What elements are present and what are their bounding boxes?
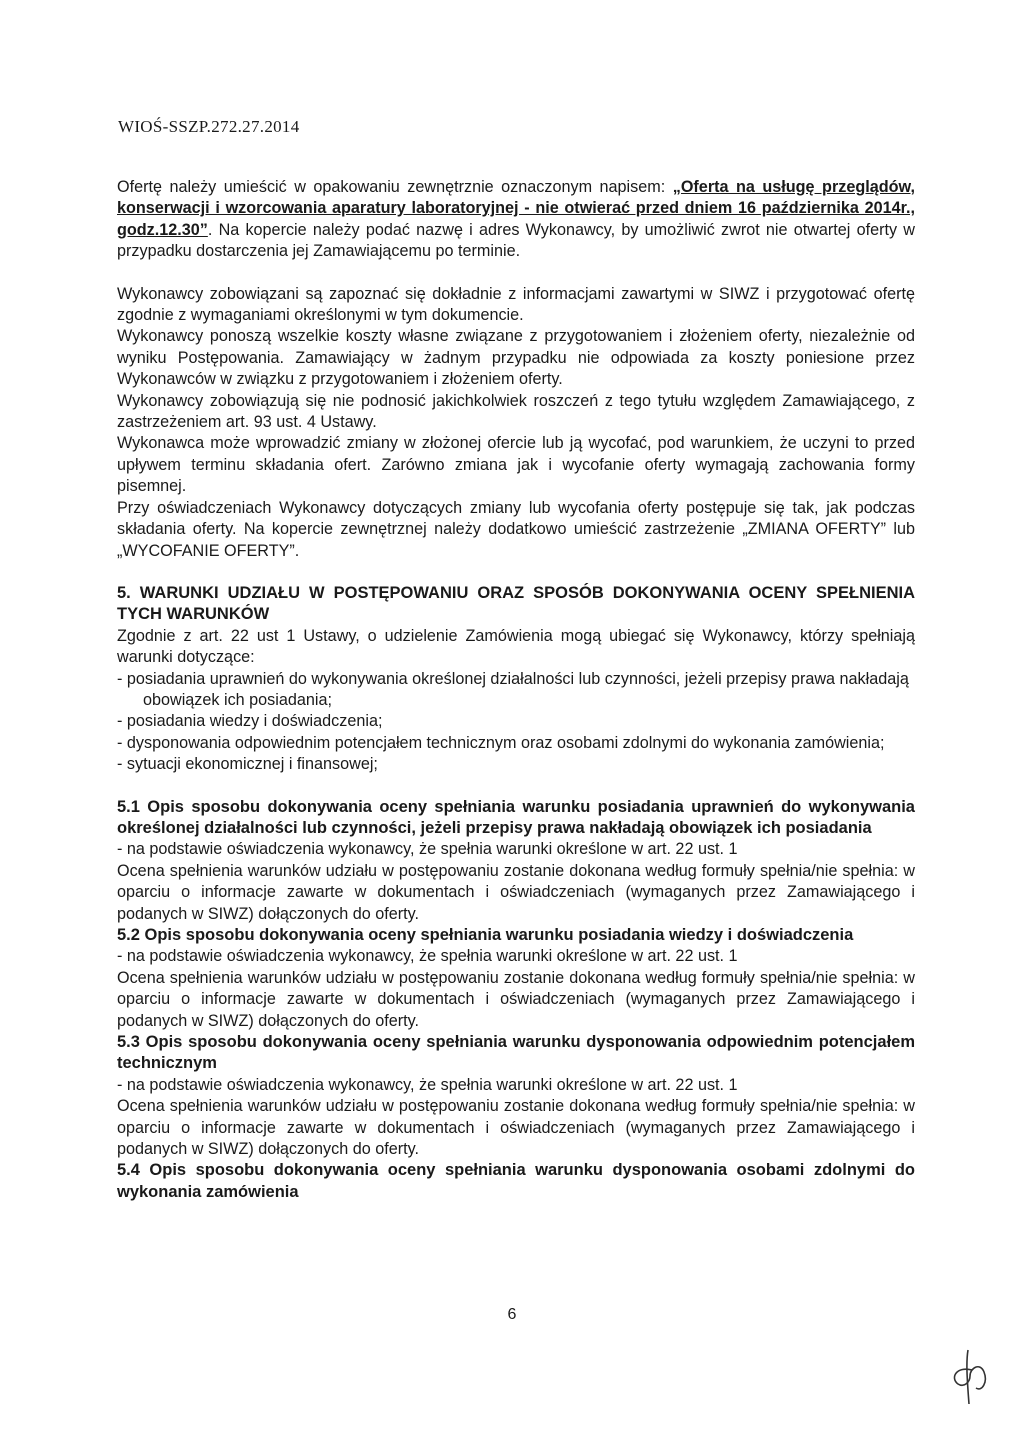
handwritten-initials (948, 1348, 990, 1406)
subsection-5-1-assessment: Ocena spełnienia warunków udziału w postępowaniu zostanie dokonana według formuły spełnia/nie spełnia: w oparciu o informacje zawarte w dokumentach i oświadczeniach (wymaganych przez Zamawiającego i podanych w SIWZ) dołączonych do oferty. (117, 861, 915, 923)
subsection-5-1-basis: - na podstawie oświadczenia wykonawcy, że spełnia warunki określone w art. 22 ust. 1 (117, 840, 738, 859)
section-5-heading: 5. WARUNKI UDZIAŁU W POSTĘPOWANIU ORAZ SPOSÓB DOKONYWANIA OCENY SPEŁNIENIA TYCH WARUNKÓW (117, 583, 915, 624)
envelope-label-text: „Oferta na usługę przeglądów, konserwacji i wzorcowania aparatury laboratoryjnej - nie otwierać przed dniem 16 października 2014r., godz.12.30” (117, 178, 915, 239)
paragraph: Wykonawcy ponoszą wszelkie koszty własne związane z przygotowaniem i złożeniem oferty, niezależnie od wyniku Postępowania. Zamawiający w żadnym przypadku nie odpowiada za koszty poniesione przez Wykonawców w związku z przygotowaniem i złożeniem oferty. (117, 327, 915, 389)
paragraph: Przy oświadczeniach Wykonawcy dotyczących zmiany lub wycofania oferty postępuje się tak, jak podczas składania oferty. Na kopercie zewnętrznej należy dodatkowo umieścić zastrzeżenie „ZMIANA OFERTY” lub „WYCOFANIE OFERTY”. (117, 498, 915, 560)
subsection-5-2-heading: 5.2 Opis sposobu dokonywania oceny spełniania warunku posiadania wiedzy i doświadczenia (117, 926, 854, 944)
paragraph: Wykonawcy zobowiązują się nie podnosić jakichkolwiek roszczeń z tego tytułu względem Zamawiającego, z zastrzeżeniem art. 93 ust. 4 Ustawy. (117, 391, 915, 432)
list-item: - posiadania wiedzy i doświadczenia; (117, 712, 383, 731)
paragraph: Wykonawca może wprowadzić zmiany w złożonej ofercie lub ją wycofać, pod warunkiem, że uczyni to przed upływem terminu składania ofert. Zarówno zmiana jak i wycofanie oferty wymagają zachowania formy pisemnej. (117, 434, 915, 496)
subsection-5-3-basis: - na podstawie oświadczenia wykonawcy, że spełnia warunki określone w art. 22 ust. 1 (117, 1075, 738, 1094)
envelope-instructions-pre: Ofertę należy umieścić w opakowaniu zewnętrznie oznaczonym napisem: (117, 178, 673, 196)
subsection-5-3-heading: 5.3 Opis sposobu dokonywania oceny spełniania warunku dysponowania odpowiednim potencjałem technicznym (117, 1033, 915, 1073)
subsection-5-2-basis: - na podstawie oświadczenia wykonawcy, że spełnia warunki określone w art. 22 ust. 1 (117, 947, 738, 966)
document-body (117, 177, 915, 1203)
subsection-5-2-assessment: Ocena spełnienia warunków udziału w postępowaniu zostanie dokonana według formuły spełnia/nie spełnia: w oparciu o informacje zawarte w dokumentach i oświadczeniach (wymaganych przez Zamawiającego i podanych w SIWZ) dołączonych do oferty. (117, 968, 915, 1030)
envelope-instructions (117, 177, 915, 263)
envelope-instructions-post: . Na kopercie należy podać nazwę i adres Wykonawcy, by umożliwić zwrot nie otwartej oferty w przypadku dostarczenia jej Zamawiającemu po terminie. (117, 220, 915, 261)
page-number: 6 (507, 1306, 517, 1323)
subsection-5-4-heading: 5.4 Opis sposobu dokonywania oceny spełniania warunku dysponowania osobami zdolnymi do wykonania zamówienia (117, 1161, 915, 1201)
section-5-intro: Zgodnie z art. 22 ust 1 Ustawy, o udzielenie Zamówienia mogą ubiegać się Wykonawcy, którzy spełniają warunki dotyczące: (117, 626, 915, 667)
list-item: - dysponowania odpowiednim potencjałem technicznym oraz osobami zdolnymi do wykonania zamówienia; (117, 733, 885, 752)
subsection-5-3-assessment: Ocena spełnienia warunków udziału w postępowaniu zostanie dokonana według formuły spełnia/nie spełnia: w oparciu o informacje zawarte w dokumentach i oświadczeniach (wymaganych przez Zamawiającego i podanych w SIWZ) dołączonych do oferty. (117, 1097, 915, 1159)
subsection-5-1-heading: 5.1 Opis sposobu dokonywania oceny spełniania warunku posiadania uprawnień do wykonywania określonej działalności lub czynności, jeżeli przepisy prawa nakładają obowiązek ich posiadania (117, 797, 915, 837)
list-item: - sytuacji ekonomicznej i finansowej; (117, 755, 378, 774)
document-reference: WIOŚ-SSZP.272.27.2014 (118, 117, 300, 136)
paragraph: Wykonawcy zobowiązani są zapoznać się dokładnie z informacjami zawartymi w SIWZ i przygotować ofertę zgodnie z wymaganiami określonymi w tym dokumencie. (117, 284, 915, 325)
list-item: - posiadania uprawnień do wykonywania określonej działalności lub czynności, jeżeli przepisy prawa nakładają obowiązek ich posiadania; (117, 669, 909, 709)
